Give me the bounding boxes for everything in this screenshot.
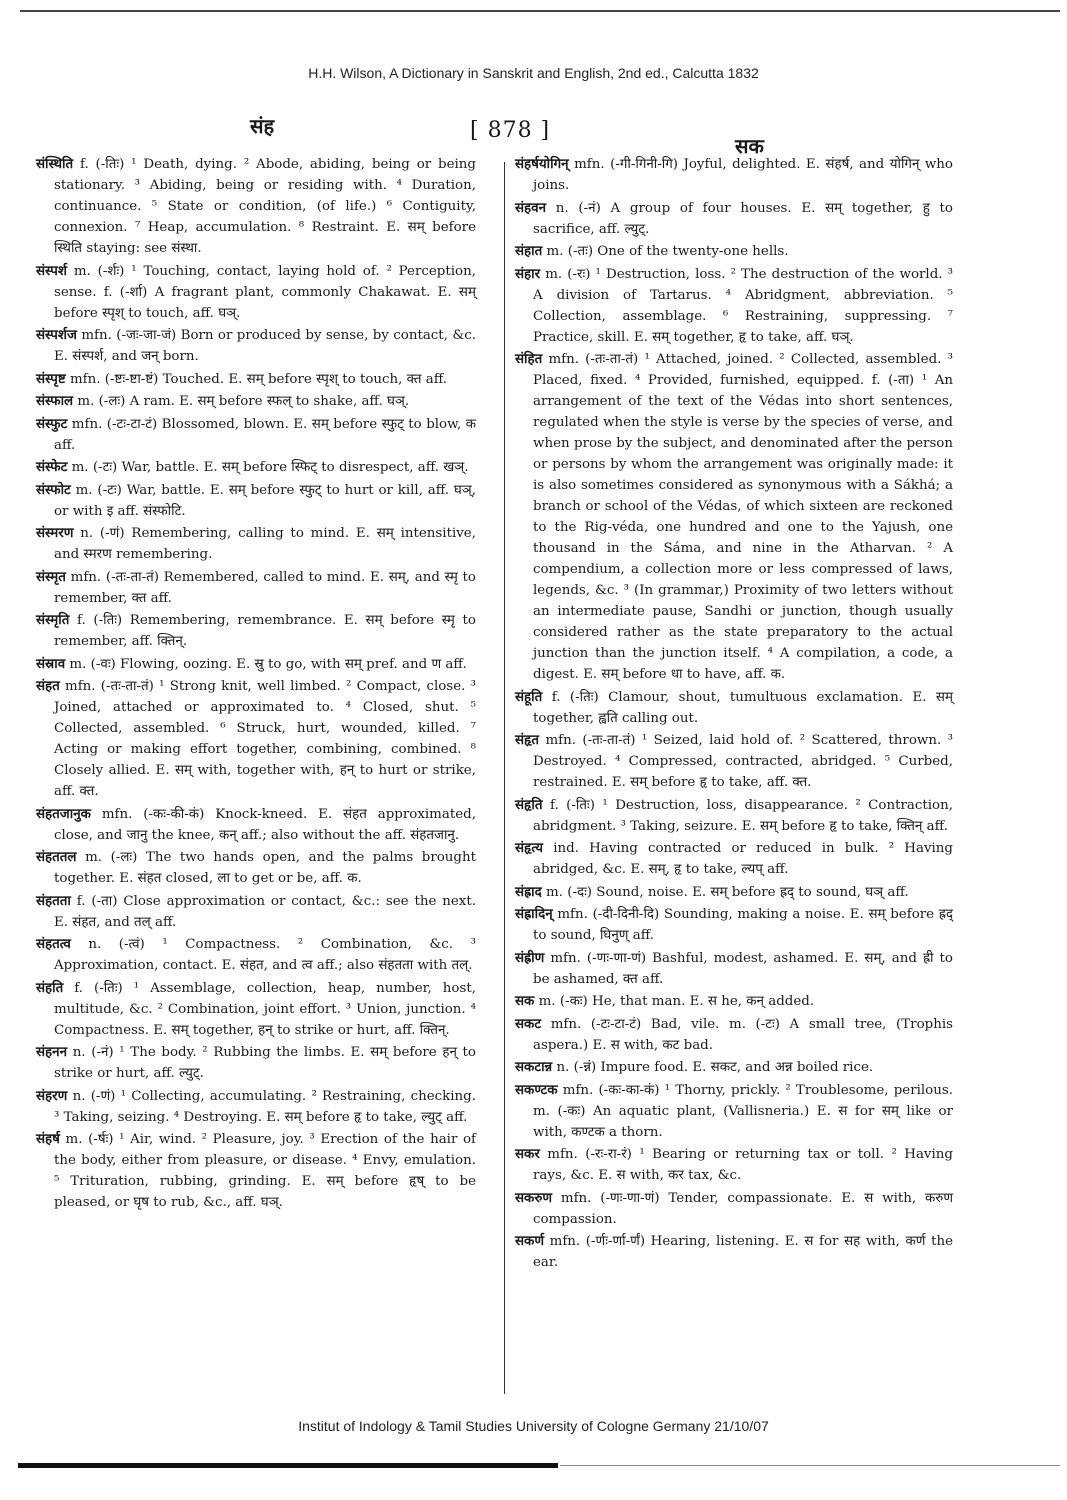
- dictionary-entry: [36, 1129, 476, 1213]
- entry-definition: m. (-लः) A ram. E. सम् before स्फल् to shake, aff. घञ्.: [77, 394, 410, 409]
- entry-definition: m. (-र्शः) ¹ Touching, contact, laying hold of. ² Perception, sense. f. (-र्शा) A fragrant plant, commonly Chakawat. E. सम् before स्पृश् to touch, aff. घञ्.: [54, 263, 476, 321]
- entry-definition: mfn. (-तः-ता-तं) ¹ Strong knit, well limbed. ² Compact, close. ³ Joined, attached or approximated to. ⁴ Closed, shut. ⁵ Collected, assembled. ⁶ Struck, hurt, wounded, killed. ⁷ Acting or making effort together, combining, combined. ⁸ Closely allied. E. सम् with, together with, हन् to hurt or strike, aff. क्त.: [54, 679, 476, 799]
- entry-headword: सक: [515, 993, 535, 1009]
- dictionary-entry: [515, 948, 953, 990]
- entry-definition: mfn. (-जः-जा-जं) Born or produced by sense, by contact, &c. E. संस्पर्श, and जन् born.: [54, 328, 476, 364]
- entry-headword: संस्पृष्ट: [36, 370, 66, 387]
- page-bottom-bar: [18, 1463, 558, 1468]
- entry-headword: संह्रादिन्: [515, 906, 553, 922]
- entry-headword: संहित: [515, 351, 543, 367]
- entry-headword: संह्राद: [515, 883, 542, 900]
- entry-definition: f. (-तिः) Remembering, remembrance. E. सम् before स्मृ to remember, aff. क्तिन्.: [54, 613, 476, 649]
- entry-definition: m. (-कः) He, that man. E. स he, कन् added.: [538, 994, 815, 1009]
- entry-definition: mfn. (-तः-ता-तं) ¹ Seized, laid hold of. ² Scattered, thrown. ³ Destroyed. ⁴ Compressed, contracted, abridged. ⁵ Curbed, restrained. E. सम् before हृ to take, aff. क्त.: [533, 733, 953, 790]
- entry-headword: सकट: [515, 1015, 542, 1032]
- entry-definition: mfn. (-दी-दिनी-दि) Sounding, making a noise. E. सम् before ह्रद् to sound, घिनुण् aff.: [533, 907, 953, 943]
- entry-headword: संस्फाल: [36, 393, 74, 409]
- dictionary-entry: [515, 904, 953, 946]
- right-column: [515, 154, 953, 1275]
- entry-headword: संह्रीण: [515, 949, 545, 966]
- entry-headword: संहतत्व: [36, 936, 71, 952]
- dictionary-entry: [36, 523, 476, 565]
- entry-headword: सकर्ण: [515, 1233, 545, 1249]
- entry-definition: n. (-णं) Remembering, calling to mind. E. सम् intensitive, and स्मरण remembering.: [54, 526, 476, 562]
- entry-definition: m. (-टः) War, battle. E. सम् before स्फिट् to disrespect, aff. खञ्.: [71, 460, 469, 475]
- entry-definition: m. (-वः) Flowing, oozing. E. स्रु to go, with सम् pref. and ण aff.: [69, 656, 467, 672]
- dictionary-entry: [36, 610, 476, 652]
- dictionary-entry: [515, 991, 953, 1012]
- dictionary-entry: [36, 567, 476, 609]
- dictionary-entry: [36, 934, 476, 976]
- entry-headword: संहृत: [515, 732, 540, 748]
- dictionary-entry: [515, 687, 953, 729]
- entry-headword: संस्मृत: [36, 568, 66, 585]
- entry-definition: n. (-नं) A group of four houses. E. सम् together, हु to sacrifice, aff. ल्युट्.: [533, 200, 953, 237]
- entry-headword: संहर्षयोगिन्: [515, 156, 569, 172]
- entry-definition: ind. Having contracted or reduced in bulk. ² Having abridged, &c. E. सम्, हृ to take, ल्यप् aff.: [533, 841, 953, 877]
- entry-headword: सकरुण: [515, 1189, 553, 1206]
- entry-headword: संहततल: [36, 849, 77, 865]
- entry-definition: m. (-रः) ¹ Destruction, loss. ² The destruction of the world. ³ A division of Tartarus. ⁴ Abridgment, abbreviation. ⁵ Collection, assemblage. ⁶ Restraining, suppressing. ⁷ Practice, skill. E. सम् together, हृ to take, aff. घञ्.: [533, 266, 953, 345]
- entry-headword: संहत: [36, 678, 60, 694]
- entry-definition: mfn. (-णः-णा-णं) Tender, compassionate. E. स with, करुण compassion.: [533, 1190, 953, 1227]
- entry-definition: mfn. (-तः-ता-तं) ¹ Attached, joined. ² Collected, assembled. ³ Placed, fixed. ⁴ Provided, furnished, equipped. f. (-ता) ¹ An arrangement of the text of the Védas into short sentences, regulated when the style is verse by the species of verse, and when prose by the subject, and denominated after the person or persons by whom the arrangement was originally made: it is also sometimes considered as synonymous with a Sákhá; a branch or school of the Védas, of which sixteen are reckoned to the Rig-véda, one hundred and one to the Yajush, one thousand in the Sáma, and nine in the Atharvan. ² A compendium, a collection more or less compressed of laws, legends, &c. ³ (In grammar,) Proximity of two letters without an intermediate pause, Sandhi or junction, though usually considered rather as the state preparatory to the actual junction than the junction itself. ⁴ A compilation, a code, a digest. E. सम् before धा to have, aff. क.: [533, 352, 953, 682]
- dictionary-entry: [36, 457, 476, 478]
- entry-headword: संहात: [515, 243, 543, 259]
- entry-definition: m. (-लः) The two hands open, and the palms brought together. E. संहत closed, ला to get or be, aff. क.: [54, 850, 476, 886]
- entry-headword: संहृत्य: [515, 840, 544, 856]
- dictionary-entry: [515, 154, 953, 196]
- entry-headword: संहर्ष: [36, 1131, 60, 1147]
- column-divider: [504, 162, 505, 1394]
- dictionary-entry: [515, 1144, 953, 1186]
- entry-headword: संहरण: [36, 1087, 68, 1104]
- dictionary-entry: [36, 325, 476, 367]
- entry-definition: mfn. (-कः-की-कं) Knock-kneed. E. संहत approximated, close, and जानु the knee, कन् aff.; also without the aff. संहतजानु.: [54, 806, 476, 843]
- entry-headword: संहनन: [36, 1044, 68, 1060]
- dictionary-entry: [36, 261, 476, 324]
- entry-headword: संहवन: [515, 199, 547, 216]
- entry-definition: n. (-नं) ¹ The body. ² Rubbing the limbs. E. सम् before हन् to strike or hurt, aff. ल्युट्.: [54, 1045, 476, 1081]
- page-top-rule: [20, 10, 1060, 12]
- dictionary-entry: [515, 882, 953, 903]
- entry-definition: f. (-तिः) ¹ Destruction, loss, disappearance. ² Contraction, abridgment. ³ Taking, seizure. E. सम् before हृ to take, क्तिन् aff.: [533, 797, 953, 834]
- dictionary-entry: [36, 369, 476, 390]
- dictionary-entry: [36, 847, 476, 889]
- dictionary-entry: [515, 795, 953, 837]
- dictionary-entry: [515, 241, 953, 262]
- entry-headword: संहूति: [515, 688, 543, 705]
- entry-definition: mfn. (-गी-गिनी-गि) Joyful, delighted. E. संहर्ष, and योगिन् who joins.: [533, 157, 953, 193]
- dictionary-entry: [515, 1188, 953, 1230]
- entry-definition: mfn. (-ष्टः-ष्टा-ष्टं) Touched. E. सम् before स्पृश् to touch, क्त aff.: [69, 371, 447, 387]
- dictionary-entry: [36, 154, 476, 259]
- running-head-left: संह: [250, 114, 275, 138]
- dictionary-entry: [36, 1086, 476, 1128]
- entry-headword: संहार: [515, 265, 541, 282]
- entry-definition: mfn. (-रः-रा-रं) ¹ Bearing or returning tax or toll. ² Having rays, &c. E. स with, कर tax, &c.: [533, 1147, 953, 1183]
- entry-definition: mfn. (-तः-ता-तं) Remembered, called to mind. E. सम्, and स्मृ to remember, क्त aff.: [54, 569, 476, 606]
- entry-headword: सकटान्न: [515, 1059, 553, 1075]
- entry-definition: n. (-त्वं) ¹ Compactness. ² Combination, &c. ³ Approximation, contact. E. संहत, and त्व aff.; also संहतता with तल्.: [54, 937, 476, 973]
- entry-headword: संस्फोट: [36, 481, 71, 498]
- entry-headword: संहृति: [515, 796, 543, 813]
- dictionary-entry: [515, 1231, 953, 1273]
- entry-definition: mfn. (-र्णः-र्णा-र्णं) Hearing, listening. E. स for सह with, कर्ण the ear.: [533, 1234, 953, 1270]
- entry-headword: संहतता: [36, 892, 71, 909]
- entry-definition: m. (-दः) Sound, noise. E. सम् before ह्रद् to sound, घञ् aff.: [546, 884, 909, 900]
- entry-definition: mfn. (-टः-टा-टं) Blossomed, blown. E. सम् before स्फुट् to blow, क aff.: [54, 416, 476, 453]
- dictionary-entry: [36, 654, 476, 675]
- entry-definition: f. (-तिः) ¹ Assemblage, collection, heap, number, host, multitude, &c. ² Combination, joint effort. ³ Union, junction. ⁴ Compactness. E. सम् together, हन् to strike or hurt, aff. क्तिन्.: [54, 980, 476, 1038]
- dictionary-entry: [36, 978, 476, 1041]
- dictionary-entry: [36, 891, 476, 933]
- dictionary-entry: [36, 480, 476, 522]
- dictionary-entry: [36, 1042, 476, 1084]
- entry-definition: f. (-तिः) ¹ Death, dying. ² Abode, abiding, being or being stationary. ³ Abiding, being or residing with. ⁴ Duration, continuance. ⁵ State or condition, (of life.) ⁶ Contiguity, connexion. ⁷ Heap, accumulation. ⁸ Restraint. E. सम् before स्थिति staying: see संस्था.: [54, 157, 476, 256]
- dictionary-entry: [515, 264, 953, 348]
- running-head-right: सक: [735, 134, 764, 158]
- entry-headword: संस्पर्श: [36, 262, 67, 279]
- entry-definition: f. (-ता) Close approximation or contact, &c.: see the next. E. संहत, and तल् aff.: [54, 893, 476, 930]
- dictionary-entry: [515, 730, 953, 793]
- dictionary-entry: [515, 349, 953, 685]
- entry-definition: m. (-तः) One of the twenty-one hells.: [546, 244, 789, 259]
- footer-credit: Institut of Indology & Tamil Studies University of Cologne Germany 21/10/07: [298, 1418, 769, 1434]
- entry-headword: संहति: [36, 979, 64, 996]
- dictionary-entry: [515, 838, 953, 880]
- page-bottom-rule: [560, 1465, 1060, 1466]
- entry-headword: संहतजानुक: [36, 805, 91, 822]
- dictionary-entry: [36, 414, 476, 456]
- entry-definition: n. (-न्नं) Impure food. E. सकट, and अन्न boiled rice.: [556, 1060, 874, 1075]
- left-column: [36, 154, 476, 1215]
- entry-headword: संस्मरण: [36, 525, 74, 541]
- entry-headword: सकण्टक: [515, 1081, 558, 1098]
- entry-headword: संस्फुट: [36, 415, 68, 432]
- entry-headword: सकर: [515, 1146, 540, 1162]
- entry-headword: संस्पर्शज: [36, 327, 77, 343]
- dictionary-entry: [36, 391, 476, 412]
- entry-definition: mfn. (-कः-का-कं) ¹ Thorny, prickly. ² Troublesome, perilous. m. (-कः) An aquatic plant, (Vallisneria.) E. स for सम् like or with, कण्टक a thorn.: [533, 1082, 953, 1140]
- entry-definition: m. (-र्षः) ¹ Air, wind. ² Pleasure, joy. ³ Erection of the hair of the body, either from pleasure, or disease. ⁴ Envy, emulation. ⁵ Trituration, rubbing, grinding. E. सम् before हृष् to be pleased, or घृष to rub, &c., aff. घञ्.: [54, 1132, 476, 1210]
- entry-headword: संस्फेट: [36, 459, 68, 475]
- dictionary-entry: [515, 198, 953, 240]
- dictionary-entry: [515, 1014, 953, 1056]
- entry-definition: mfn. (-टः-टा-टं) Bad, vile. m. (-टः) A small tree, (Trophis aspera.) E. स with, कट bad.: [533, 1016, 953, 1053]
- entry-definition: mfn. (-णः-णा-णं) Bashful, modest, ashamed. E. सम्, and ह्री to be ashamed, क्त aff.: [533, 950, 953, 987]
- source-caption: H.H. Wilson, A Dictionary in Sanskrit and English, 2nd ed., Calcutta 1832: [308, 65, 759, 81]
- dictionary-entry: [36, 804, 476, 846]
- entry-headword: संस्मृति: [36, 612, 70, 628]
- dictionary-entry: [36, 676, 476, 802]
- page-number: [ 878 ]: [470, 118, 551, 143]
- entry-definition: f. (-तिः) Clamour, shout, tumultuous exclamation. E. सम् together, ह्वति calling out.: [533, 689, 953, 726]
- entry-headword: संस्राव: [36, 655, 66, 672]
- entry-headword: संस्थिति: [36, 156, 74, 172]
- entry-definition: m. (-टः) War, battle. E. सम् before स्फुट् to hurt or kill, aff. घञ्, or with इ aff. संस्फोटि.: [54, 482, 476, 519]
- entry-definition: n. (-णं) ¹ Collecting, accumulating. ² Restraining, checking. ³ Taking, seizing. ⁴ Destroying. E. सम् before हृ to take, ल्युट् aff.: [54, 1088, 476, 1125]
- dictionary-entry: [515, 1057, 953, 1078]
- dictionary-entry: [515, 1080, 953, 1143]
